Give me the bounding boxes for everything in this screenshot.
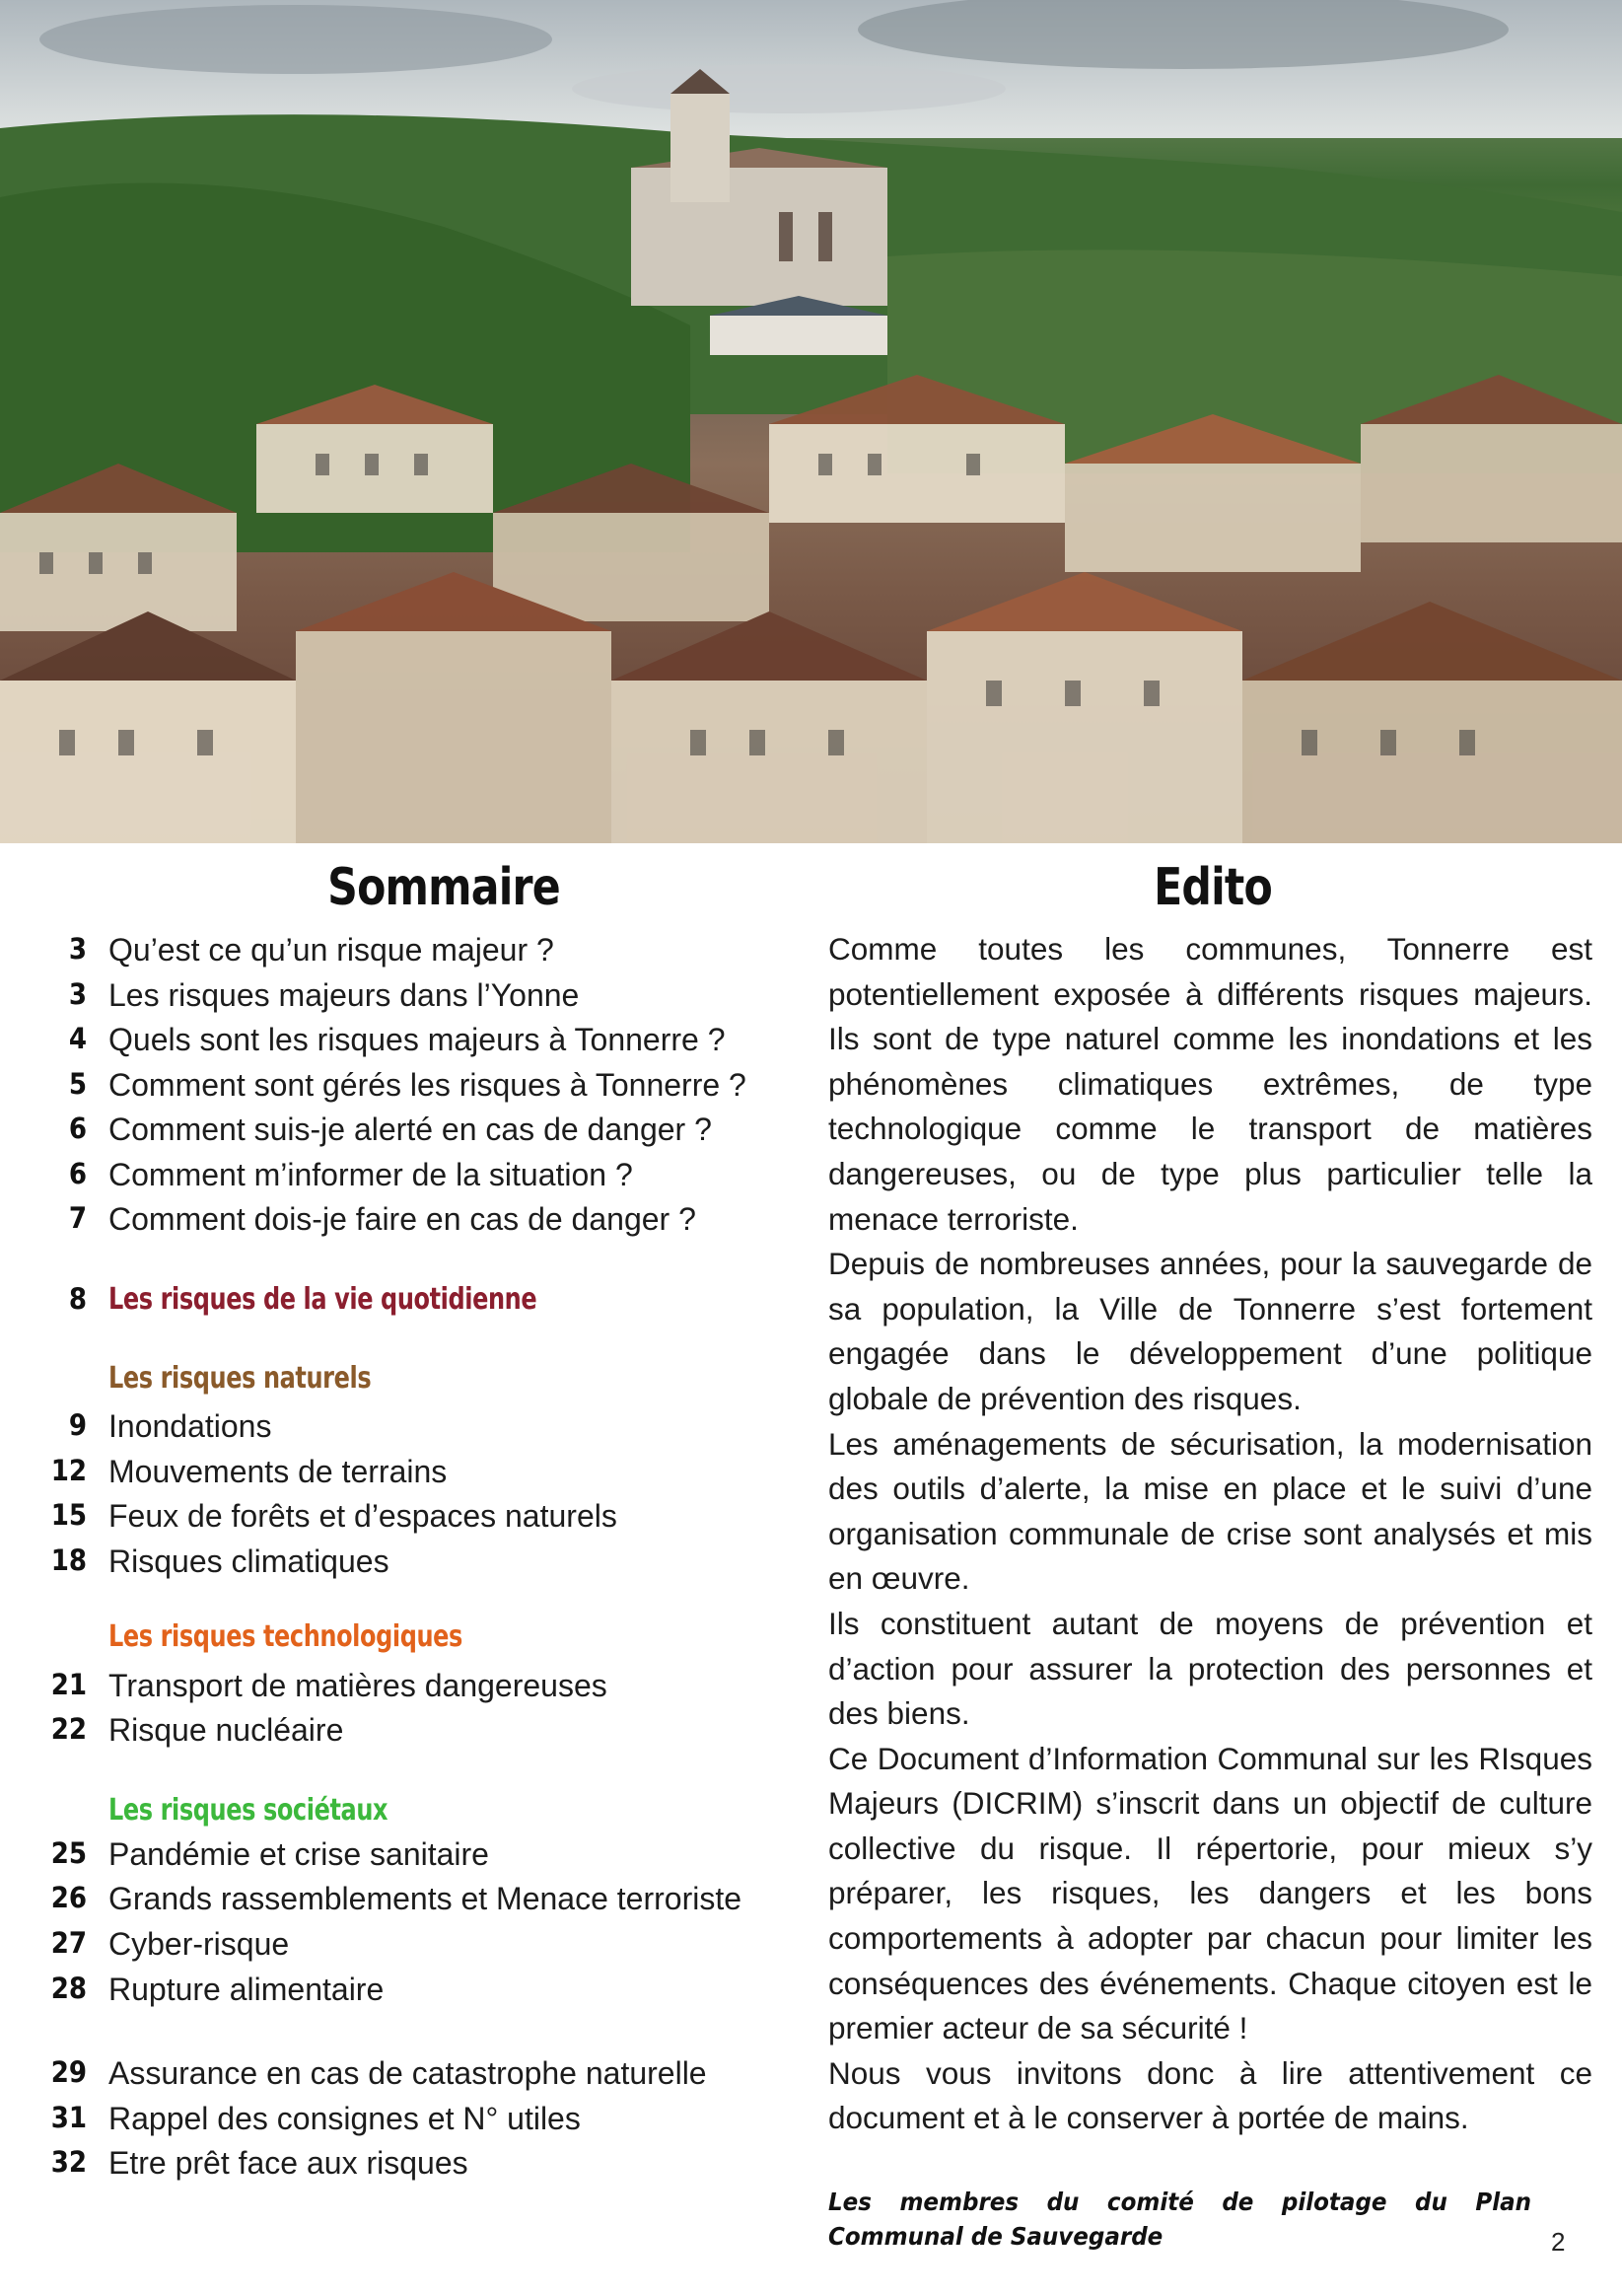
toc-label: Assurance en cas de catastrophe naturelle: [108, 2055, 707, 2091]
toc-page: 21: [50, 1668, 87, 1701]
toc-page: 32: [50, 2145, 87, 2179]
toc-item[interactable]: [0, 1067, 789, 1111]
toc-heading-naturels: Les risques naturels: [108, 1361, 372, 1396]
edito-title: Edito: [1154, 858, 1272, 917]
toc-label: Rappel des consignes et N° utiles: [108, 2101, 581, 2136]
toc-item[interactable]: [0, 1668, 789, 1711]
toc-label: Risques climatiques: [108, 1543, 389, 1579]
toc-item[interactable]: [0, 1881, 789, 1924]
toc-item[interactable]: [0, 1712, 789, 1756]
toc-page: 3: [68, 932, 87, 966]
toc-heading-vie-quotidienne: Les risques de la vie quotidienne: [108, 1282, 537, 1317]
toc-item[interactable]: [0, 932, 789, 975]
toc-label: Pandémie et crise sanitaire: [108, 1836, 489, 1872]
toc-label: Qu’est ce qu’un risque majeur ?: [108, 932, 554, 968]
toc-item[interactable]: [0, 1022, 789, 1065]
toc-label: Etre prêt face aux risques: [108, 2145, 468, 2181]
toc-label: Inondations: [108, 1408, 272, 1444]
toc-page: 26: [50, 1881, 87, 1914]
toc-item-vie-quotidienne[interactable]: [0, 1282, 789, 1326]
toc-item[interactable]: [0, 1408, 789, 1452]
toc-page: 27: [50, 1926, 87, 1960]
toc-page: 22: [50, 1712, 87, 1746]
toc-item[interactable]: [0, 1926, 789, 1970]
toc-label: Grands rassemblements et Menace terroriste: [108, 1881, 742, 1916]
toc-label: Comment m’informer de la situation ?: [108, 1157, 633, 1192]
toc-item[interactable]: [0, 1498, 789, 1542]
toc-label: Quels sont les risques majeurs à Tonnerre ?: [108, 1022, 726, 1057]
toc-label: Cyber-risque: [108, 1926, 290, 1962]
toc-page: 28: [50, 1972, 87, 2005]
edito-paragraph: Ce Document d’Information Communal sur les RIsques Majeurs (DICRIM) s’inscrit dans un objectif de culture collective du risque. Il répertorie, pour mieux s’y préparer, les risques, les dangers et les bons comportements à adopter par chacun pour limiter les conséquences des événements. Chaque citoyen est le premier acteur de sa sécurité !: [828, 1740, 1592, 2046]
toc-page: 18: [50, 1543, 87, 1577]
edito-signature: Les membres du comité de pilotage du Plan Communal de Sauvegarde: [828, 2188, 1531, 2251]
toc-item[interactable]: [0, 1201, 789, 1245]
edito-text: [828, 927, 1592, 2141]
edito-paragraph: Nous vous invitons donc à lire attentivement ce document et à le conserver à portée de mains.: [828, 2054, 1592, 2136]
toc-label: Rupture alimentaire: [108, 1972, 385, 2007]
toc-item[interactable]: [0, 1112, 789, 1155]
page-number: 2: [1551, 2227, 1566, 2257]
toc-page: 5: [68, 1067, 87, 1101]
toc-item[interactable]: [0, 1972, 789, 2015]
toc-item[interactable]: [0, 2055, 789, 2099]
sommaire-title: Sommaire: [327, 858, 560, 917]
toc-item[interactable]: [0, 2145, 789, 2188]
edito-paragraph: Comme toutes les communes, Tonnerre est potentiellement exposée à différents risques majeurs. Ils sont de type naturel comme les inondations et les phénomènes climatiques extrêmes, de type technologique comme le transport de matières dangereuses, ou de type plus particulier telle la menace terroriste.: [828, 931, 1592, 1237]
toc-label: Risque nucléaire: [108, 1712, 344, 1748]
toc-page: 9: [68, 1408, 87, 1442]
toc-item[interactable]: [0, 1454, 789, 1497]
edito-paragraph: Ils constituent autant de moyens de prévention et d’action pour assurer la protection des personnes et des biens.: [828, 1605, 1592, 1732]
toc-heading-societaux: Les risques sociétaux: [108, 1793, 388, 1828]
toc-item[interactable]: [0, 1543, 789, 1587]
toc-page: 12: [50, 1454, 87, 1487]
edito-paragraph: Les aménagements de sécurisation, la modernisation des outils d’alerte, la mise en place et le suivi d’une organisation communale de crise sont analysés et mis en œuvre.: [828, 1425, 1592, 1597]
hero-photo-tonnerre: [0, 0, 1622, 843]
toc-label: Comment sont gérés les risques à Tonnerre ?: [108, 1067, 746, 1103]
toc-page: 15: [50, 1498, 87, 1532]
toc-item[interactable]: [0, 2101, 789, 2144]
toc-item[interactable]: [0, 1157, 789, 1200]
toc-label: Feux de forêts et d’espaces naturels: [108, 1498, 617, 1534]
toc-page: 29: [50, 2055, 87, 2089]
toc-page: 7: [68, 1201, 87, 1235]
edito-paragraph: Depuis de nombreuses années, pour la sauvegarde de sa population, la Ville de Tonnerre s’est fortement engagée dans le développement d’une politique globale de prévention des risques.: [828, 1246, 1592, 1416]
town-illustration: [0, 0, 1622, 843]
toc-page: 4: [68, 1022, 87, 1055]
toc-page: 8: [68, 1282, 87, 1316]
toc-page: 3: [68, 977, 87, 1011]
toc-heading-technologiques: Les risques technologiques: [108, 1619, 462, 1654]
toc-item[interactable]: [0, 1836, 789, 1880]
toc-label: Mouvements de terrains: [108, 1454, 448, 1489]
toc-label: Les risques majeurs dans l’Yonne: [108, 977, 580, 1013]
toc-page: 6: [68, 1112, 87, 1145]
toc-page: 31: [50, 2101, 87, 2134]
toc-page: 6: [68, 1157, 87, 1190]
toc-item[interactable]: [0, 977, 789, 1021]
toc-label: Comment dois-je faire en cas de danger ?: [108, 1201, 696, 1237]
toc-page: 25: [50, 1836, 87, 1870]
toc-label: Transport de matières dangereuses: [108, 1668, 607, 1703]
toc-label: Comment suis-je alerté en cas de danger ?: [108, 1112, 712, 1147]
